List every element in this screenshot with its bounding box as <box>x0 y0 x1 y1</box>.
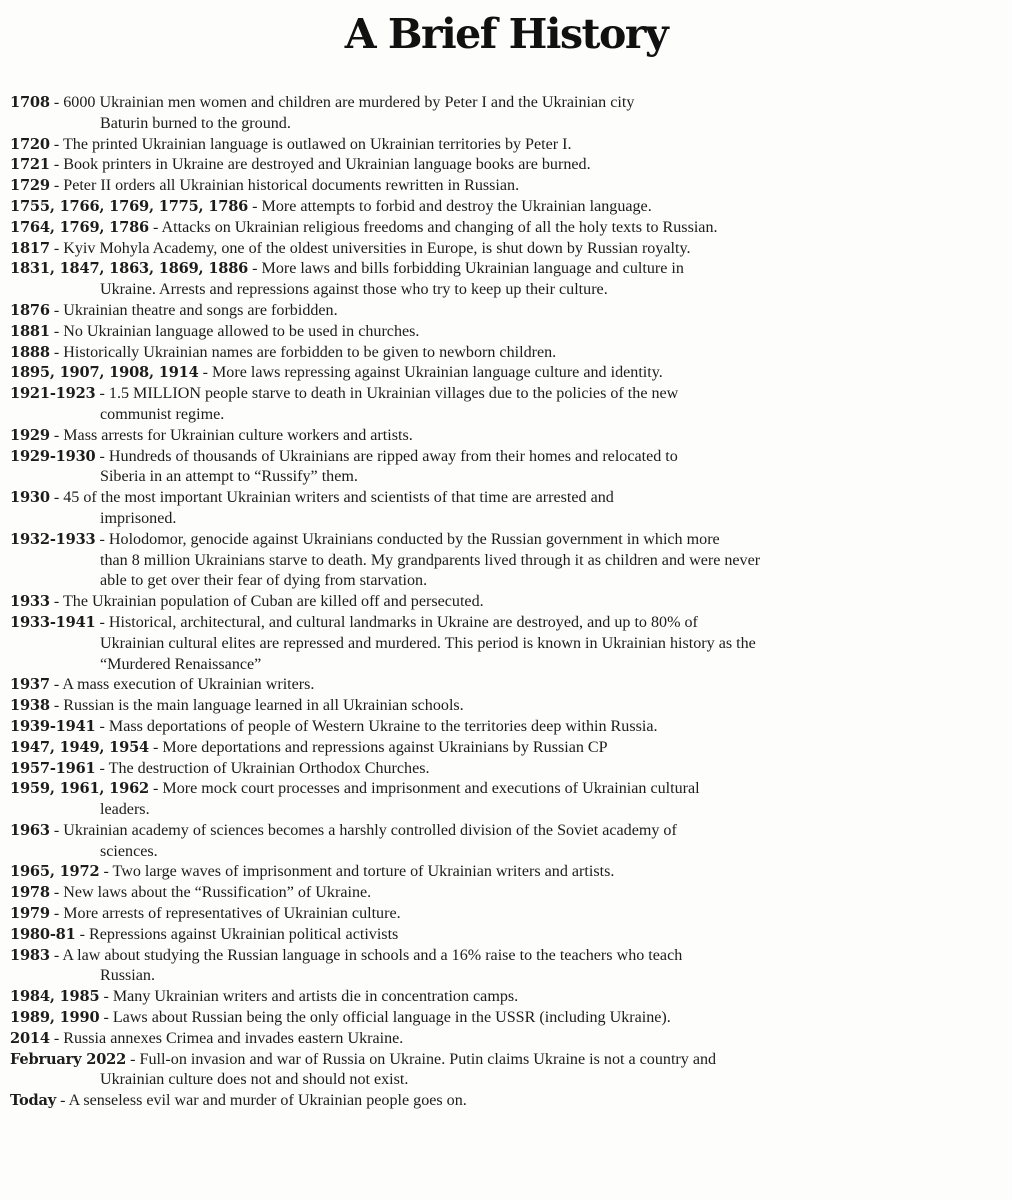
entry-text: - 6000 Ukrainian men women and children are murdered by Peter I and the Ukrainian city <box>53 94 635 111</box>
entry-first-line <box>10 1091 1008 1112</box>
entry-continuation-line <box>10 467 1008 488</box>
entry-continuation-line <box>10 509 1008 530</box>
entry-first-line <box>10 426 1008 447</box>
entry-date: 1957-1961 <box>10 759 96 777</box>
entry-continuation-line <box>10 966 1008 987</box>
timeline-entry <box>10 363 1008 384</box>
entry-first-line <box>10 717 1008 738</box>
entry-first-line <box>10 197 1008 218</box>
entry-text: able to get over their fear of dying from starvation. <box>100 572 428 590</box>
timeline-entry <box>10 1029 1008 1050</box>
entry-first-line <box>10 259 1008 280</box>
entry-date: 1921-1923 <box>10 385 96 403</box>
timeline-entry <box>10 322 1008 343</box>
timeline-entry <box>10 259 1008 301</box>
entry-first-line <box>10 883 1008 904</box>
timeline-entry <box>10 93 1008 135</box>
entry-first-line <box>10 176 1008 197</box>
entry-first-line <box>10 987 1008 1008</box>
entry-first-line <box>10 1050 1008 1071</box>
entry-text: - The destruction of Ukrainian Orthodox Churches. <box>99 759 430 777</box>
timeline-entry <box>10 946 1008 988</box>
entry-date: 1817 <box>10 239 50 257</box>
page-title: A Brief History <box>344 10 668 58</box>
entry-text: - Historical, architectural, and cultural landmarks in Ukraine are destroyed, and up to 80% of <box>99 613 698 631</box>
entry-text: - Full-on invasion and war of Russia on Ukraine. Putin claims Ukraine is not a country and <box>130 1050 717 1068</box>
entry-first-line <box>10 239 1008 260</box>
timeline-entry <box>10 862 1008 883</box>
entry-date: Today <box>10 1092 57 1110</box>
timeline-entry <box>10 675 1008 696</box>
timeline-entry <box>10 135 1008 156</box>
entry-date: 1933-1941 <box>10 613 96 631</box>
timeline-entry <box>10 218 1008 239</box>
entry-first-line <box>10 759 1008 780</box>
entry-text: - Mass arrests for Ukrainian culture workers and artists. <box>53 426 413 444</box>
entry-text: Baturin burned to the ground. <box>100 114 291 132</box>
entry-date: 1929-1930 <box>10 447 96 465</box>
entry-first-line <box>10 488 1008 509</box>
entry-continuation-line <box>10 405 1008 426</box>
entry-text: - More mock court processes and imprisonment and executions of Ukrainian cultural <box>153 780 700 798</box>
entry-first-line <box>10 592 1008 613</box>
entry-text: Siberia in an attempt to “Russify” them. <box>100 468 358 486</box>
entry-text: - Book printers in Ukraine are destroyed and Ukrainian language books are burned. <box>53 156 591 174</box>
entry-text: - Attacks on Ukrainian religious freedoms and changing of all the holy texts to Russian. <box>153 218 718 236</box>
entry-date: 1989, 1990 <box>10 1009 100 1027</box>
timeline-list <box>10 93 1008 1112</box>
entry-first-line <box>10 779 1008 800</box>
entry-first-line <box>10 530 1008 551</box>
timeline-entry <box>10 1050 1008 1092</box>
entry-text: - Laws about Russian being the only official language in the USSR (including Ukraine). <box>103 1009 671 1027</box>
entry-text: - A mass execution of Ukrainian writers. <box>53 676 315 694</box>
entry-first-line <box>10 384 1008 405</box>
timeline-entry <box>10 759 1008 780</box>
entry-first-line <box>10 218 1008 239</box>
entry-date: 1959, 1961, 1962 <box>10 780 149 798</box>
timeline-entry <box>10 738 1008 759</box>
timeline-entry <box>10 530 1008 592</box>
timeline-entry <box>10 987 1008 1008</box>
entry-text: - 45 of the most important Ukrainian writers and scientists of that time are arrested and <box>53 489 614 507</box>
entry-text: sciences. <box>100 842 158 860</box>
timeline-entry <box>10 779 1008 821</box>
entry-date: 1932-1933 <box>10 530 96 548</box>
entry-first-line <box>10 363 1008 384</box>
entry-date: 1721 <box>10 156 50 174</box>
entry-date: 1978 <box>10 884 50 902</box>
entry-date: 1876 <box>10 301 50 319</box>
timeline-entry <box>10 197 1008 218</box>
entry-text: - Holodomor, genocide against Ukrainians conducted by the Russian government in which more <box>99 530 720 548</box>
entry-text: - More laws repressing against Ukrainian language culture and identity. <box>202 364 663 382</box>
entry-first-line <box>10 301 1008 322</box>
entry-date: 1947, 1949, 1954 <box>10 738 149 756</box>
entry-text: Ukrainian cultural elites are repressed and murdered. This period is known in Ukrainian history as the <box>100 634 756 652</box>
entry-text: - More deportations and repressions against Ukrainians by Russian CP <box>153 738 608 756</box>
entry-date: 1939-1941 <box>10 717 96 735</box>
entry-continuation-line <box>10 842 1008 863</box>
timeline-entry <box>10 426 1008 447</box>
entry-date: 1895, 1907, 1908, 1914 <box>10 364 199 382</box>
entry-continuation-line <box>10 1070 1008 1091</box>
entry-date: 1764, 1769, 1786 <box>10 218 149 236</box>
entry-first-line <box>10 93 1008 114</box>
entry-text: - The printed Ukrainian language is outlawed on Ukrainian territories by Peter I. <box>53 135 572 153</box>
entry-text: - New laws about the “Russification” of Ukraine. <box>53 884 372 902</box>
entry-first-line <box>10 343 1008 364</box>
entry-first-line <box>10 925 1008 946</box>
timeline-entry <box>10 925 1008 946</box>
entry-first-line <box>10 675 1008 696</box>
entry-date: 1965, 1972 <box>10 863 100 881</box>
entry-text: - No Ukrainian language allowed to be used in churches. <box>53 322 420 340</box>
timeline-entry <box>10 717 1008 738</box>
entry-first-line <box>10 1008 1008 1029</box>
entry-continuation-line <box>10 634 1008 655</box>
timeline-entry <box>10 343 1008 364</box>
entry-date: 1729 <box>10 177 50 195</box>
entry-continuation-line <box>10 551 1008 572</box>
entry-text: - Ukrainian academy of sciences becomes a harshly controlled division of the Soviet academy of <box>53 821 677 839</box>
entry-first-line <box>10 821 1008 842</box>
entry-text: than 8 million Ukrainians starve to death. My grandparents lived through it as children and were never <box>100 551 761 569</box>
entry-date: 1831, 1847, 1863, 1869, 1886 <box>10 260 249 278</box>
entry-date: 1980-81 <box>10 925 76 943</box>
entry-date: 1983 <box>10 946 50 964</box>
timeline-entry <box>10 613 1008 675</box>
entry-text: - A senseless evil war and murder of Ukrainian people goes on. <box>60 1092 467 1110</box>
entry-text: - Two large waves of imprisonment and torture of Ukrainian writers and artists. <box>103 863 615 881</box>
entry-date: 1755, 1766, 1769, 1775, 1786 <box>10 197 249 215</box>
entry-date: 1979 <box>10 905 50 923</box>
entry-text: - Many Ukrainian writers and artists die in concentration camps. <box>103 988 519 1006</box>
timeline-entry <box>10 155 1008 176</box>
entry-continuation-line <box>10 571 1008 592</box>
timeline-entry <box>10 447 1008 489</box>
entry-first-line <box>10 862 1008 883</box>
entry-text: - Hundreds of thousands of Ukrainians are ripped away from their homes and relocated to <box>99 447 678 465</box>
timeline-entry <box>10 821 1008 863</box>
entry-text: Ukrainian culture does not and should not exist. <box>100 1071 409 1089</box>
entry-text: - Ukrainian theatre and songs are forbidden. <box>53 301 338 319</box>
entry-date: 1933 <box>10 593 50 611</box>
entry-date: February 2022 <box>10 1050 127 1068</box>
entry-continuation-line <box>10 114 1008 135</box>
entry-date: 2014 <box>10 1029 50 1047</box>
entry-date: 1720 <box>10 135 50 153</box>
entry-continuation-line <box>10 280 1008 301</box>
timeline-entry <box>10 592 1008 613</box>
entry-first-line <box>10 322 1008 343</box>
entry-text: - Kyiv Mohyla Academy, one of the oldest universities in Europe, is shut down by Russian royalty. <box>53 239 691 257</box>
entry-first-line <box>10 613 1008 634</box>
entry-first-line <box>10 135 1008 156</box>
entry-text: imprisoned. <box>100 509 177 527</box>
entry-date: 1938 <box>10 697 50 715</box>
entry-text: - Russian is the main language learned in all Ukrainian schools. <box>53 697 464 715</box>
timeline-entry <box>10 488 1008 530</box>
entry-date: 1937 <box>10 676 50 694</box>
entry-text: - More arrests of representatives of Ukrainian culture. <box>53 905 401 923</box>
entry-text: - More laws and bills forbidding Ukrainian language and culture in <box>252 260 684 278</box>
entry-text: - Repressions against Ukrainian political activists <box>79 925 399 943</box>
entry-text: leaders. <box>100 801 150 819</box>
entry-first-line <box>10 447 1008 468</box>
entry-first-line <box>10 155 1008 176</box>
entry-text: - The Ukrainian population of Cuban are killed off and persecuted. <box>53 593 484 611</box>
entry-date: 1888 <box>10 343 50 361</box>
entry-first-line <box>10 946 1008 967</box>
entry-text: Ukraine. Arrests and repressions against those who try to keep up their culture. <box>100 281 608 299</box>
entry-continuation-line <box>10 655 1008 676</box>
entry-text: Russian. <box>100 967 155 985</box>
entry-continuation-line <box>10 800 1008 821</box>
entry-date: 1930 <box>10 489 50 507</box>
entry-date: 1929 <box>10 426 50 444</box>
entry-text: - A law about studying the Russian language in schools and a 16% raise to the teachers who teach <box>53 946 683 964</box>
entry-first-line <box>10 1029 1008 1050</box>
timeline-entry <box>10 301 1008 322</box>
timeline-entry <box>10 904 1008 925</box>
entry-text: - Russia annexes Crimea and invades eastern Ukraine. <box>53 1029 404 1047</box>
entry-text: - 1.5 MILLION people starve to death in Ukrainian villages due to the policies of the new <box>99 385 679 403</box>
entry-text: - Historically Ukrainian names are forbidden to be given to newborn children. <box>53 343 557 361</box>
entry-text: - More attempts to forbid and destroy the Ukrainian language. <box>252 197 652 215</box>
entry-date: 1881 <box>10 322 50 340</box>
timeline-entry <box>10 883 1008 904</box>
timeline-entry <box>10 1008 1008 1029</box>
entry-text: communist regime. <box>100 405 225 423</box>
timeline-entry <box>10 239 1008 260</box>
entry-text: - Mass deportations of people of Western Ukraine to the territories deep within Russia. <box>99 717 658 735</box>
timeline-entry <box>10 1091 1008 1112</box>
timeline-entry <box>10 384 1008 426</box>
entry-first-line <box>10 696 1008 717</box>
timeline-entry <box>10 176 1008 197</box>
entry-text: - Peter II orders all Ukrainian historical documents rewritten in Russian. <box>53 177 520 195</box>
entry-date: 1708 <box>10 94 50 111</box>
timeline-entry <box>10 696 1008 717</box>
entry-text: “Murdered Renaissance” <box>100 655 262 673</box>
entry-date: 1963 <box>10 821 50 839</box>
entry-date: 1984, 1985 <box>10 988 100 1006</box>
entry-first-line <box>10 904 1008 925</box>
entry-first-line <box>10 738 1008 759</box>
